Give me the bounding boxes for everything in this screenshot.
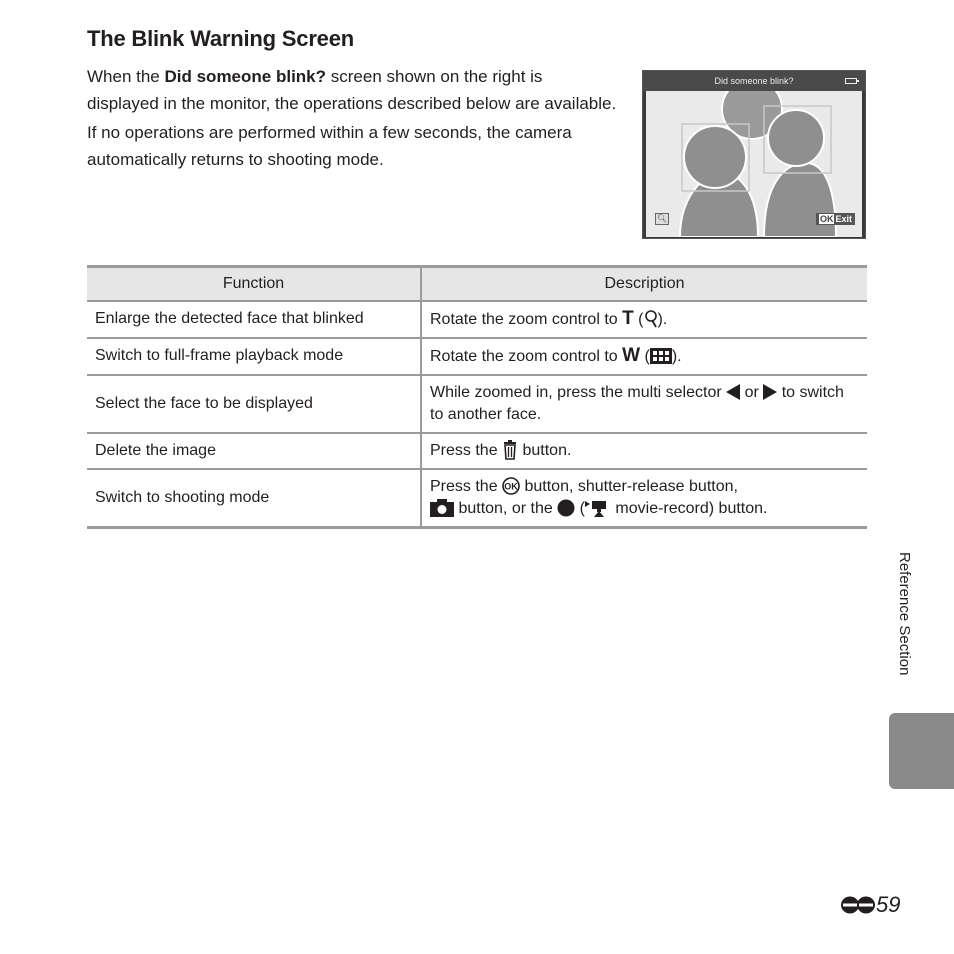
ok-button-icon xyxy=(502,477,520,495)
table-row xyxy=(87,301,867,338)
description-cell: Rotate the zoom control to T ( ). xyxy=(421,301,867,338)
section-tab xyxy=(889,713,954,789)
blink-warning-screen-illustration xyxy=(642,70,866,239)
function-cell: Switch to shooting mode xyxy=(87,469,421,528)
function-cell: Select the face to be displayed xyxy=(87,375,421,433)
table-row xyxy=(87,469,867,528)
column-header-description: Description xyxy=(421,267,867,301)
svg-text:OK: OK xyxy=(504,481,518,492)
camera-icon xyxy=(430,499,454,517)
intro-text xyxy=(87,63,617,173)
record-dot-icon xyxy=(557,499,575,517)
thumbnail-grid-icon xyxy=(650,348,672,364)
page-title: The Blink Warning Screen xyxy=(87,26,354,51)
description-cell: Press the button. xyxy=(421,433,867,469)
table-row xyxy=(87,338,867,375)
description-cell: While zoomed in, press the multi selector or to switch to another face. xyxy=(421,375,867,433)
zoom-tele-label: T xyxy=(622,307,634,329)
intro-paragraph-1: When the Did someone blink? screen shown on the right is displayed in the monitor, the operations described below are available. xyxy=(87,67,617,113)
movie-camera-icon xyxy=(585,499,611,517)
screen-banner: Did someone blink? xyxy=(643,71,865,91)
zoom-wide-label: W xyxy=(622,344,641,366)
page-number: 59 xyxy=(840,892,900,918)
zoom-in-magnifier-icon xyxy=(644,310,658,328)
description-cell: Press the OK button, shutter-release button, button, or the ( movie-record) button. xyxy=(421,469,867,528)
description-cell: Rotate the zoom control to W ( ). xyxy=(421,338,867,375)
battery-icon xyxy=(845,78,857,84)
intro-paragraph-2: If no operations are performed within a few seconds, the camera automatically returns to shooting mode. xyxy=(87,123,572,169)
operations-table xyxy=(87,265,867,529)
magnifier-icon: 🔍︎ xyxy=(656,214,668,223)
table-row xyxy=(87,375,867,433)
function-cell: Switch to full-frame playback mode xyxy=(87,338,421,375)
section-label: Reference Section xyxy=(896,552,913,676)
column-header-function: Function xyxy=(87,267,421,301)
ok-exit-badge: OK Exit xyxy=(816,213,855,225)
function-cell: Delete the image xyxy=(87,433,421,469)
trash-icon xyxy=(502,440,518,460)
table-row xyxy=(87,433,867,469)
left-arrow-icon xyxy=(726,384,740,400)
reference-section-icon xyxy=(840,895,876,915)
right-arrow-icon xyxy=(763,384,777,400)
function-cell: Enlarge the detected face that blinked xyxy=(87,301,421,338)
